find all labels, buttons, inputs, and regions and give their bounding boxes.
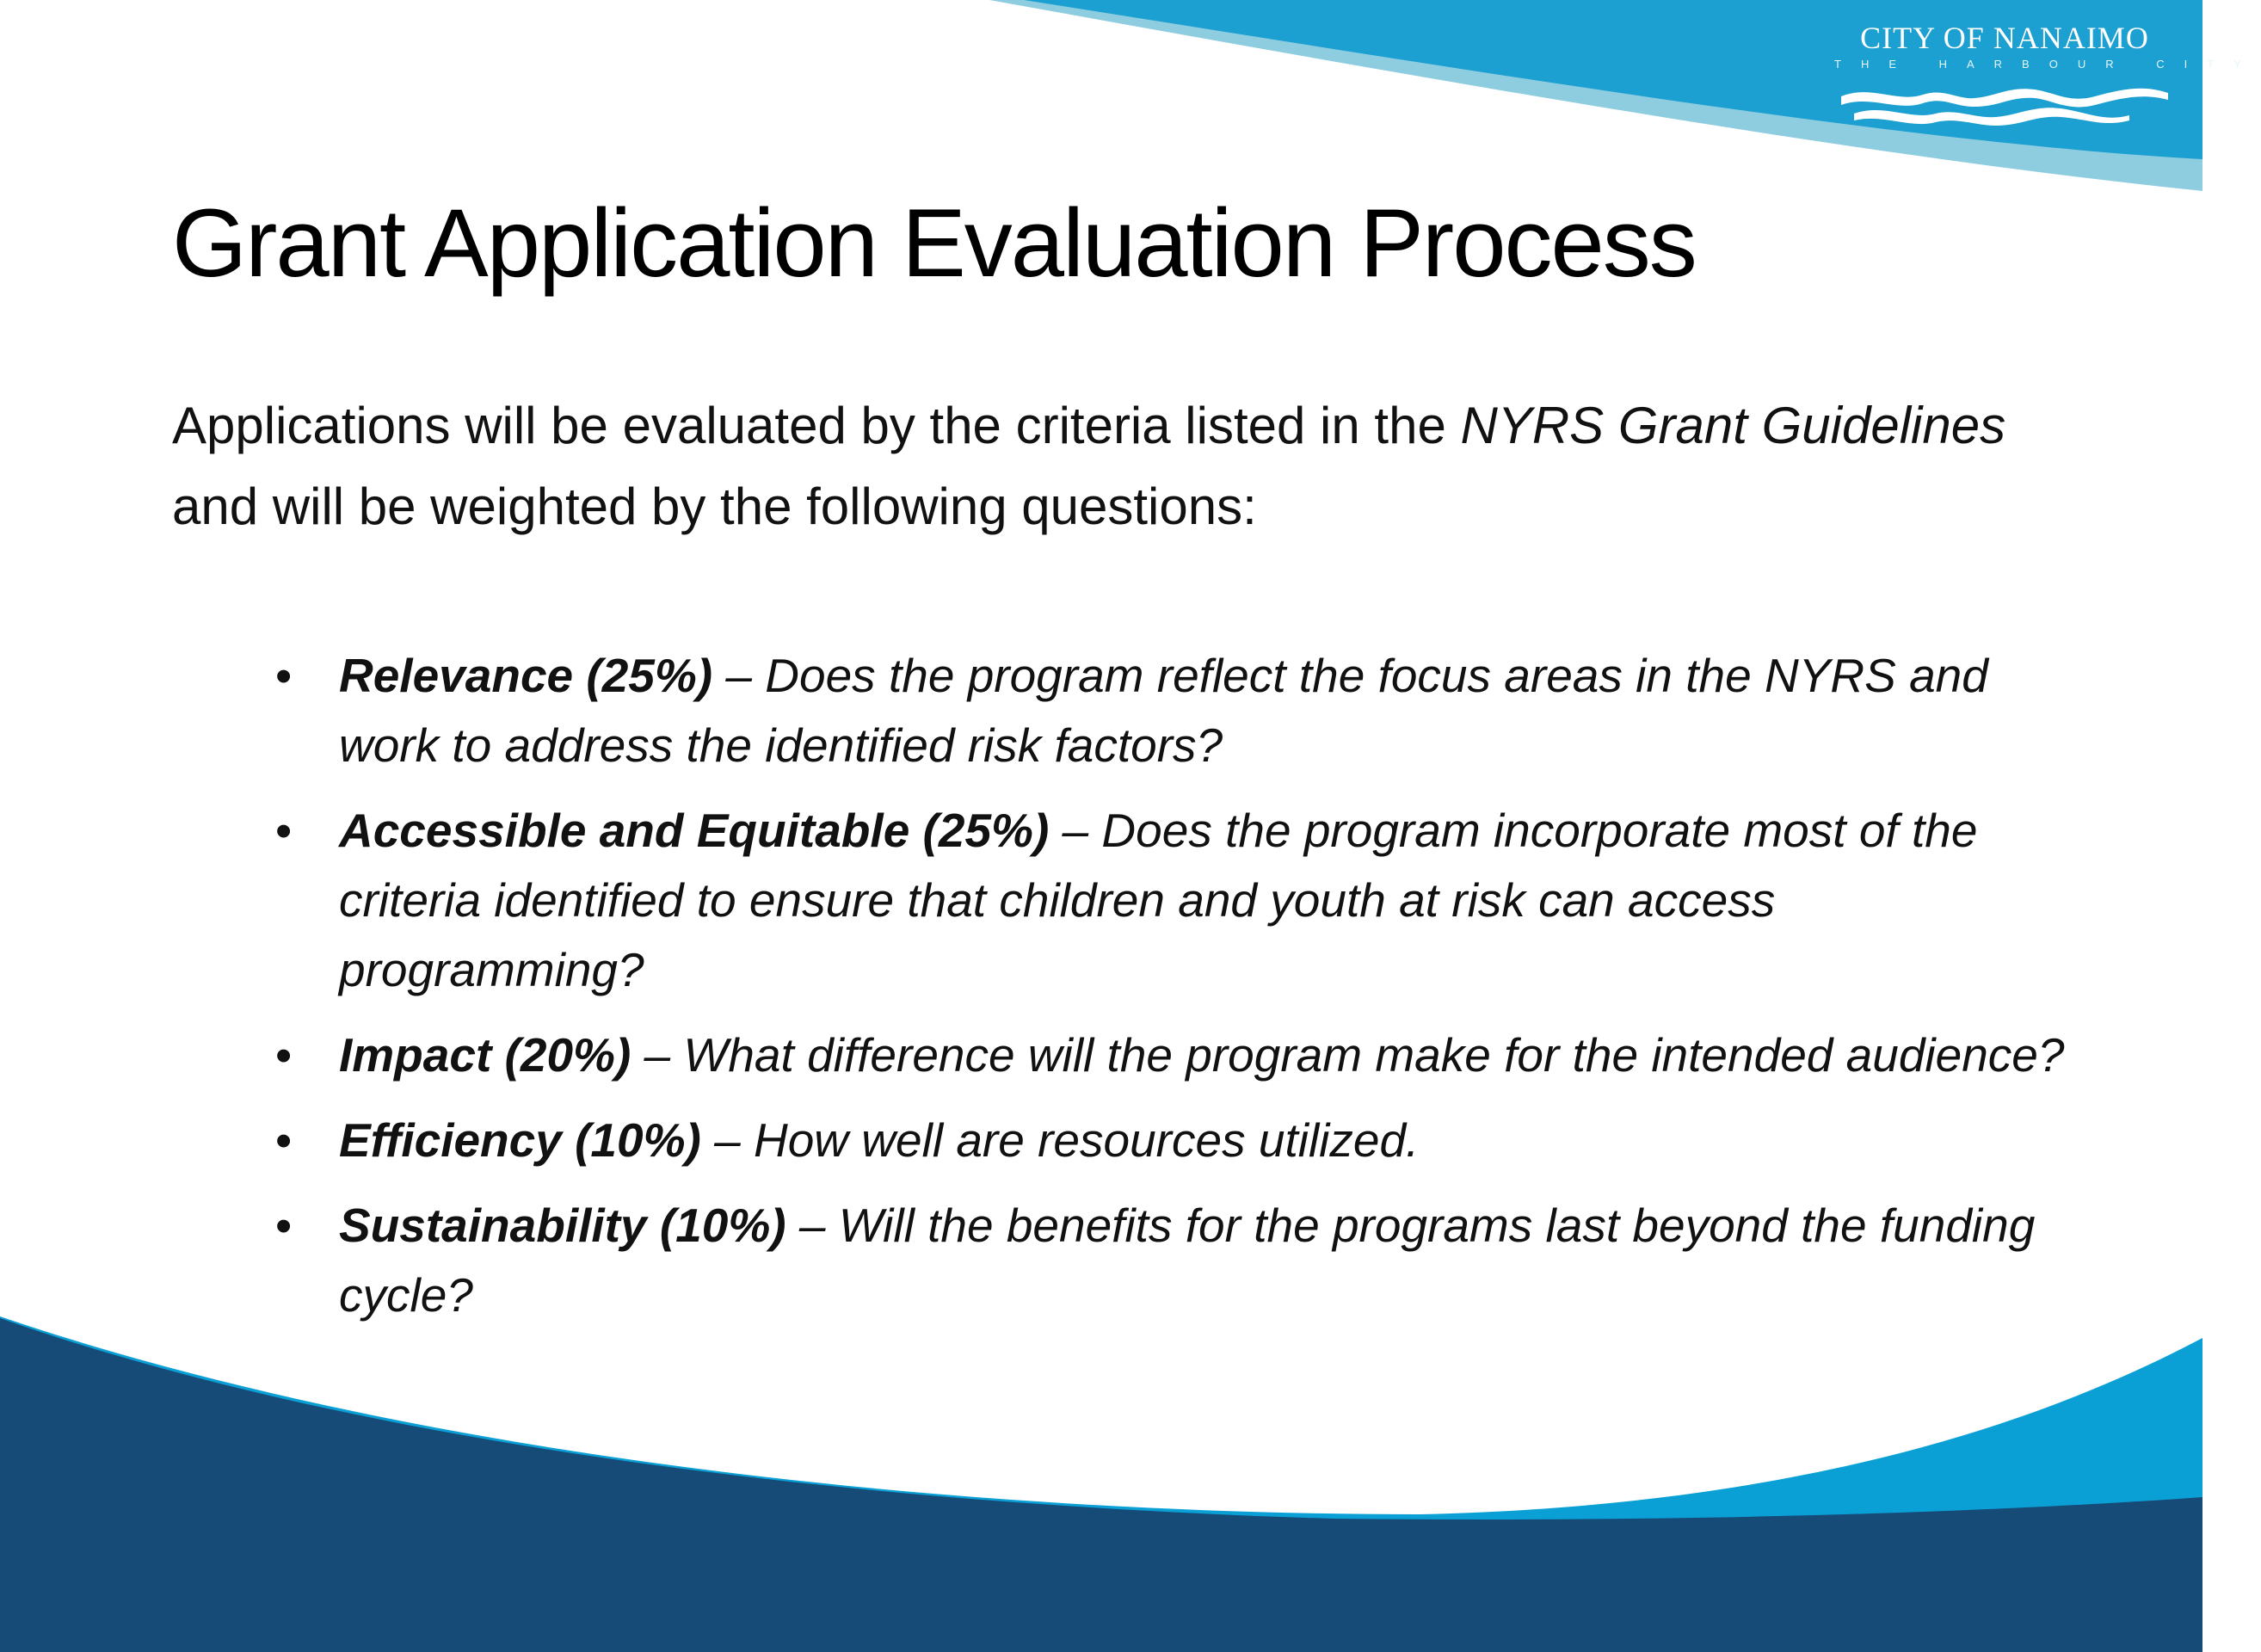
intro-text-after: and will be weighted by the following questions: bbox=[172, 478, 1257, 535]
city-of-nanaimo-logo bbox=[1824, 19, 2261, 122]
criterion-sustainability bbox=[275, 1191, 2065, 1330]
criterion-question: – How well are resources utilized. bbox=[700, 1113, 1420, 1167]
bullet-icon: • bbox=[275, 1199, 293, 1252]
criterion-question: – What difference will the program make for the intended audience? bbox=[631, 1028, 2065, 1082]
bullet-icon: • bbox=[275, 804, 293, 857]
criterion-question: – Will the benefits for the programs last beyond the funding cycle? bbox=[339, 1199, 2036, 1322]
criterion-question: – Does the program incorporate most of the criteria identified to ensure that children and youth at risk can access programming? bbox=[339, 804, 1978, 996]
logo-name: CITY OF NANAIMO bbox=[1860, 21, 2149, 55]
logo-waves-icon bbox=[1837, 77, 2172, 129]
criterion-name: Sustainability (10%) bbox=[339, 1199, 786, 1252]
guidelines-document-title: NYRS Grant Guidelines bbox=[1460, 397, 2006, 454]
bullet-icon: • bbox=[275, 1028, 293, 1082]
evaluation-criteria-list bbox=[275, 641, 2065, 1346]
page-title: Grant Application Evaluation Process bbox=[172, 189, 1696, 297]
criterion-efficiency bbox=[275, 1106, 2065, 1175]
bullet-icon: • bbox=[275, 1113, 293, 1167]
criterion-name: Efficiency (10%) bbox=[339, 1113, 701, 1167]
criterion-name: Impact (20%) bbox=[339, 1028, 631, 1082]
criterion-name: Relevance (25%) bbox=[339, 649, 713, 702]
criterion-name: Accessible and Equitable (25%) bbox=[339, 804, 1050, 857]
intro-text-before: Applications will be evaluated by the criteria listed in the bbox=[172, 397, 1461, 454]
criterion-question: – Does the program reflect the focus areas in the NYRS and work to address the identified risk factors? bbox=[339, 649, 1988, 772]
criterion-accessible-equitable bbox=[275, 796, 2065, 1005]
criterion-relevance bbox=[275, 641, 2065, 780]
intro-paragraph bbox=[172, 385, 2030, 547]
logo-tagline: THE HARBOUR CITY bbox=[1834, 58, 2261, 71]
criterion-impact bbox=[275, 1020, 2065, 1090]
bullet-icon: • bbox=[275, 649, 293, 702]
